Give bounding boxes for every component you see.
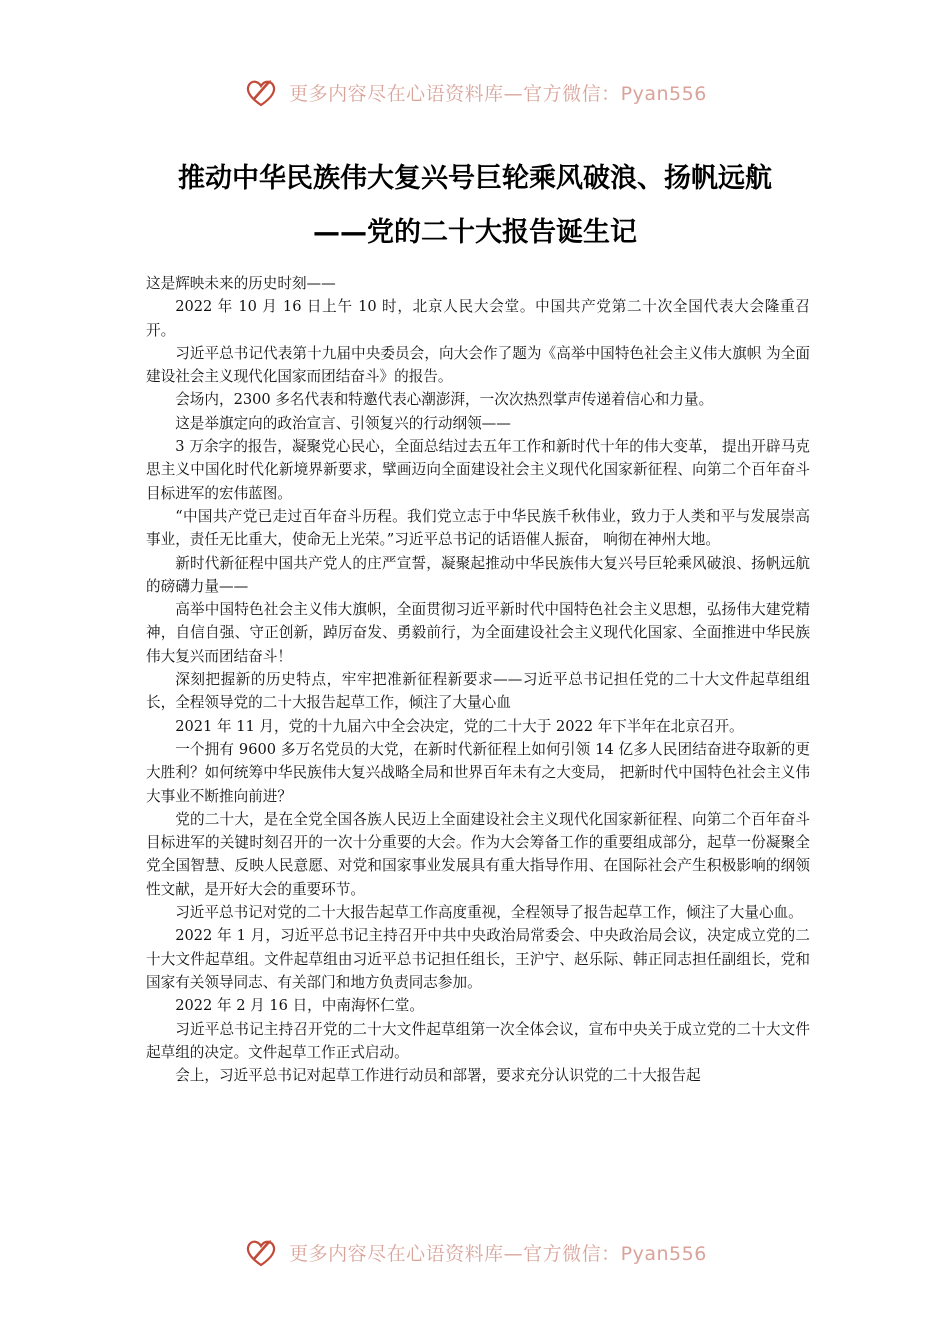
paragraph: 3 万余字的报告，凝聚党心民心，全面总结过去五年工作和新时代十年的伟大变革， 提出开辟马克思主义中国化时代化新境界新要求，擘画迈向全面建设社会主义现代化国家新征程、向第二个百年奋斗目标进军的宏伟蓝图。 xyxy=(146,438,810,502)
paragraph: 习近平总书记代表第十九届中央委员会，向大会作了题为《高举中国特色社会主义伟大旗帜 为全面建设社会主义现代化国家而团结奋斗》的报告。 xyxy=(146,344,810,386)
paragraph: 2021 年 11 月，党的十九届六中全会决定，党的二十大于 2022 年下半年在北京召开。 xyxy=(175,717,744,735)
paragraph: 一个拥有 9600 多万名党员的大党，在新时代新征程上如何引领 14 亿多人民团结奋进夺取新的更大胜利？如何统筹中华民族伟大复兴战略全局和世界百年未有之大变局， 把新时代中国特色社会主义伟大事业不断推向前进？ xyxy=(146,740,810,805)
watermark-text: 更多内容尽在心语资料库—官方微信：Pyan556 xyxy=(289,1242,707,1265)
paragraph: 高举中国特色社会主义伟大旗帜，全面贯彻习近平新时代中国特色社会主义思想，弘扬伟大建党精神，自信自强、守正创新，踔厉奋发、勇毅前行，为全面建设社会主义现代化国家、全面推进中华民族伟大复兴而团结奋斗！ xyxy=(146,601,810,665)
heart-pen-logo-icon xyxy=(243,1234,279,1270)
watermark-banner-bottom xyxy=(0,1230,950,1274)
watermark-banner-top xyxy=(0,70,950,114)
paragraph: 会场内，2300 多名代表和特邀代表心潮澎湃，一次次热烈掌声传递着信心和力量。 xyxy=(175,391,714,409)
paragraph: 党的二十大，是在全党全国各族人民迈上全面建设社会主义现代化国家新征程、向第二个百年奋斗目标进军的关键时刻召开的一次十分重要的大会。作为大会筹备工作的重要组成部分，起草一份凝聚全党全国智慧、反映人民意愿、对党和国家事业发展具有重大指导作用、在国际社会产生积极影响的纲领性文献，是开好大会的重要环节。 xyxy=(146,810,810,898)
paragraph: 习近平总书记对党的二十大报告起草工作高度重视，全程领导了报告起草工作，倾注了大量心血。 xyxy=(175,904,803,922)
heart-pen-logo-icon xyxy=(243,74,279,110)
paragraph: 这是辉映未来的历史时刻—— xyxy=(146,275,336,292)
paragraph: 这是举旗定向的政治宣言、引领复兴的行动纲领—— xyxy=(175,414,511,432)
document-subtitle: ——党的二十大报告诞生记 xyxy=(313,217,637,248)
document-title: 推动中华民族伟大复兴号巨轮乘风破浪、扬帆远航 xyxy=(178,163,772,194)
paragraph: 2022 年 10 月 16 日上午 10 时，北京人民大会堂。中国共产党第二十次全国代表大会隆重召开。 xyxy=(146,298,810,339)
paragraph: “中国共产党已走过百年奋斗历程。我们党立志于中华民族千秋伟业，致力于人类和平与发展崇高事业，责任无比重大，使命无上光荣。”习近平总书记的话语催人振奋， 响彻在神州大地。 xyxy=(146,507,810,549)
watermark-text: 更多内容尽在心语资料库—官方微信：Pyan556 xyxy=(289,82,707,105)
paragraph: 2022 年 1 月，习近平总书记主持召开中共中央政治局常委会、中央政治局会议，决定成立党的二十大文件起草组。文件起草组由习近平总书记担任组长，王沪宁、赵乐际、韩正同志担任副组长，党和国家有关领导同志、有关部门和地方负责同志参加。 xyxy=(146,927,810,991)
paragraph: 深刻把握新的历史特点，牢牢把准新征程新要求——习近平总书记担任党的二十大文件起草组组长，全程领导党的二十大报告起草工作，倾注了大量心血 xyxy=(146,671,810,712)
paragraph: 习近平总书记主持召开党的二十大文件起草组第一次全体会议，宣布中央关于成立党的二十大文件起草组的决定。文件起草工作正式启动。 xyxy=(146,1020,810,1061)
document-body xyxy=(146,272,810,1087)
paragraph: 2022 年 2 月 16 日，中南海怀仁堂。 xyxy=(175,997,424,1015)
paragraph: 新时代新征程中国共产党人的庄严宣誓，凝聚起推动中华民族伟大复兴号巨轮乘风破浪、扬帆远航的磅礴力量—— xyxy=(146,554,810,595)
paragraph: 会上，习近平总书记对起草工作进行动员和部署，要求充分认识党的二十大报告起 xyxy=(175,1067,701,1085)
